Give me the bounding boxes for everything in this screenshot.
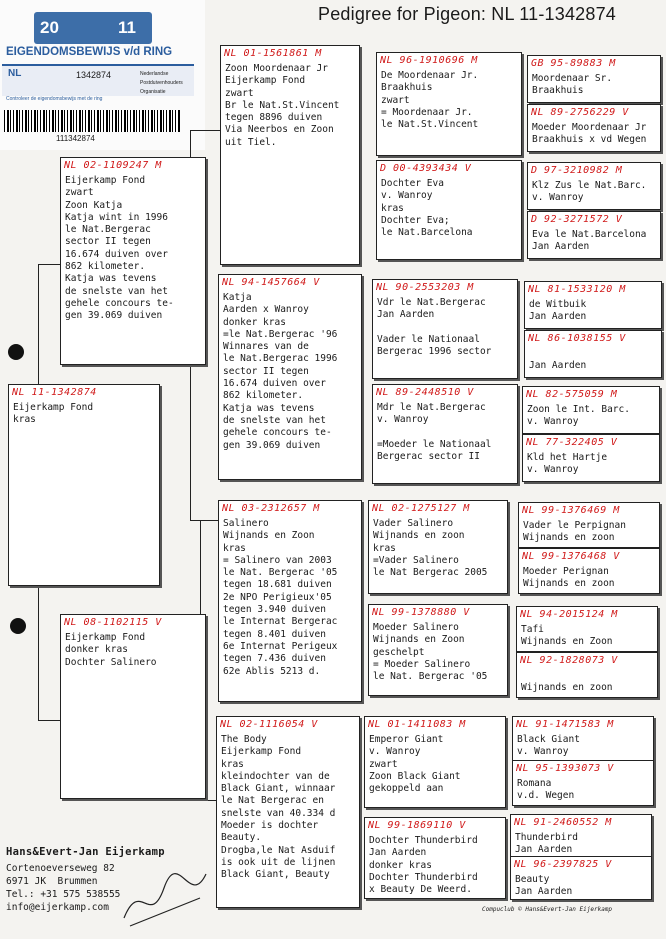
page-title: Pedigree for Pigeon: NL 11-1342874 xyxy=(318,4,617,24)
breeder-address: Cortenoeverseweg 82 6971 JK Brummen Tel.: +31 575 538555 info@eijerkamp.com xyxy=(6,863,121,913)
ring-id: GB 95-89883 M xyxy=(531,58,616,69)
ring-subtitle: Controleer de eigendomsbewijs met de ring xyxy=(6,96,103,102)
ring-id: NL 81-1533120 M xyxy=(528,284,626,295)
pigeon-description: Thunderbird Jan Aarden xyxy=(515,832,578,856)
signature xyxy=(120,868,210,928)
ring-certificate xyxy=(0,0,205,150)
pigeon-card-g14[interactable] xyxy=(512,760,654,806)
pigeon-card-dam-sire[interactable] xyxy=(218,500,362,702)
breeder-name: Hans&Evert-Jan Eijerkamp xyxy=(6,846,165,858)
pigeon-description: Dochter Eva v. Wanroy kras Dochter Eva; le Nat.Barcelona xyxy=(381,178,473,239)
punch-hole xyxy=(8,344,24,360)
pigeon-description: Black Giant v. Wanroy xyxy=(517,734,580,758)
ring-id: NL 99-1376469 M xyxy=(522,505,620,516)
ring-id: NL 96-2397825 V xyxy=(514,859,612,870)
pigeon-card-dam[interactable] xyxy=(60,614,206,799)
pigeon-card-ddd[interactable] xyxy=(364,817,506,899)
ring-id: NL 11-1342874 xyxy=(12,387,97,398)
connector-line xyxy=(38,720,62,721)
ring-id: NL 77-322405 V xyxy=(526,437,618,448)
ring-year-left: 20 xyxy=(40,18,59,37)
ring-id: NL 02-1116054 V xyxy=(220,719,318,730)
pigeon-description: Jan Aarden xyxy=(529,360,587,372)
ring-id: NL 99-1376468 V xyxy=(522,551,620,562)
ring-id: NL 94-1457664 V xyxy=(222,277,320,288)
ring-id: NL 95-1393073 V xyxy=(516,763,614,774)
pigeon-card-dsd[interactable] xyxy=(368,604,508,696)
footer-credit: Compuclub © Hans&Evert-Jan Eijerkamp xyxy=(482,906,613,913)
connector-line xyxy=(38,586,39,720)
ring-id: D 00-4393434 V xyxy=(380,163,472,174)
pigeon-card-g6[interactable] xyxy=(524,330,662,378)
connector-line xyxy=(190,130,220,131)
ring-id: NL 89-2756229 V xyxy=(531,107,629,118)
ring-id: NL 02-1275127 M xyxy=(372,503,470,514)
ring-id: NL 08-1102115 V xyxy=(64,617,162,628)
connector-line xyxy=(38,264,62,265)
pigeon-card-g15[interactable] xyxy=(510,814,652,858)
pigeon-description: Romana v.d. Wegen xyxy=(517,778,575,802)
connector-line xyxy=(38,264,39,384)
pigeon-description: Katja Aarden x Wanroy donker kras =le Nat.Bergerac '96 Winnares van de le Nat.Bergerac 1996 sector II tegen 16.674 duiven over 862 kilometer. Katja was tevens de snelste van het gehele concours te- gen 39.069 duiven xyxy=(223,292,338,451)
pigeon-description: Mdr le Nat.Bergerac v. Wanroy =Moeder le Nationaal Bergerac sector II xyxy=(377,402,492,463)
pigeon-card-dss[interactable] xyxy=(368,500,508,594)
connector-line xyxy=(200,800,216,801)
pigeon-description: Moeder Perignan Wijnands en zoon xyxy=(523,566,615,590)
pigeon-description: Eva le Nat.Barcelona Jan Aarden xyxy=(532,229,647,253)
pigeon-card-g12[interactable] xyxy=(516,652,658,698)
pigeon-card-g9[interactable] xyxy=(518,502,660,548)
pigeon-card-ssd[interactable] xyxy=(376,160,522,260)
pigeon-card-dds[interactable] xyxy=(364,716,506,808)
pigeon-description: Vader Salinero Wijnands en zoon kras =Vader Salinero le Nat Bergerac 2005 xyxy=(373,518,488,579)
ring-number: 1342874 xyxy=(76,70,112,80)
ring-id: NL 02-1109247 M xyxy=(64,160,162,171)
pigeon-card-sdd[interactable] xyxy=(372,384,518,484)
pigeon-description: Vdr le Nat.Bergerac Jan Aarden Vader le Nationaal Bergerac 1996 sector xyxy=(377,297,492,358)
ring-id: NL 82-575059 M xyxy=(526,389,618,400)
barcode-number: 111342874 xyxy=(56,134,95,143)
ring-header: EIGENDOMSBEWIJS v/d RING xyxy=(6,46,173,58)
pigeon-card-sss[interactable] xyxy=(376,52,522,156)
ring-id: NL 90-2553203 M xyxy=(376,282,474,293)
pigeon-description: Zoon Moordenaar Jr Eijerkamp Fond zwart Br le Nat.St.Vincent tegen 8896 duiven Via Neerbos en Zoon uit Tiel. xyxy=(225,63,340,148)
pigeon-description: Moeder Salinero Wijnands en Zoon geschelpt = Moeder Salinero le Nat. Bergerac '05 xyxy=(373,622,488,683)
ring-id: D 97-3210982 M xyxy=(531,165,623,176)
pigeon-description: The Body Eijerkamp Fond kras kleindochter van de Black Giant, winnaar le Nat Bergerac en snelste van 40.334 d Moeder is dochter Beauty. Drogba,le Nat Asduif is ook uit de lijnen Black Giant, Beauty xyxy=(221,734,336,881)
pigeon-card-g13[interactable] xyxy=(512,716,654,762)
ring-id: NL 91-1471583 M xyxy=(516,719,614,730)
pigeon-card-dam-dam[interactable] xyxy=(216,716,360,908)
pigeon-description: Beauty Jan Aarden xyxy=(515,874,573,898)
pigeon-card-sire-sire[interactable] xyxy=(220,45,360,265)
ring-id: NL 99-1378880 V xyxy=(372,607,470,618)
pigeon-description: Eijerkamp Fond kras xyxy=(13,402,94,426)
pigeon-description: Emperor Giant v. Wanroy zwart Zoon Black Giant gekoppeld aan xyxy=(369,734,461,795)
pigeon-card-g16[interactable] xyxy=(510,856,652,900)
ring-id: NL 96-1910696 M xyxy=(380,55,478,66)
pigeon-description: Moeder Moordenaar Jr Braakhuis x vd Wegen xyxy=(532,122,647,146)
pigeon-description: Zoon le Int. Barc. v. Wanroy xyxy=(527,404,630,428)
pigeon-description: de Witbuik Jan Aarden xyxy=(529,299,587,323)
ring-id: NL 99-1869110 V xyxy=(368,820,466,831)
ring-year-right: 11 xyxy=(118,18,136,37)
pigeon-description: Eijerkamp Fond donker kras Dochter Salinero xyxy=(65,632,157,668)
pigeon-card-g3[interactable] xyxy=(527,162,661,210)
pigeon-card-g1[interactable] xyxy=(527,55,661,103)
pigeon-description: Tafi Wijnands en Zoon xyxy=(521,624,613,648)
pigeon-card-g10[interactable] xyxy=(518,548,660,594)
ring-id: NL 92-1828073 V xyxy=(520,655,618,666)
pigeon-description: Klz Zus le Nat.Barc. v. Wanroy xyxy=(532,180,647,204)
ring-year-banner xyxy=(34,12,152,44)
ring-id: NL 89-2448510 V xyxy=(376,387,474,398)
barcode xyxy=(4,110,180,132)
pigeon-description: Wijnands en zoon xyxy=(521,682,613,694)
pigeon-card-g2[interactable] xyxy=(527,104,661,152)
pigeon-description: De Moordenaar Jr. Braakhuis zwart = Moordenaar Jr. le Nat.St.Vincent xyxy=(381,70,479,131)
pigeon-card-sds[interactable] xyxy=(372,279,518,379)
pigeon-description: Vader le Perpignan Wijnands en zoon xyxy=(523,520,626,544)
ring-id: NL 94-2015124 M xyxy=(520,609,618,620)
pigeon-description: Dochter Thunderbird Jan Aarden donker kras Dochter Thunderbird x Beauty De Weerd. xyxy=(369,835,478,896)
ring-organisation: Nederlandse Postduivenhouders Organisatie xyxy=(140,71,183,95)
punch-hole xyxy=(10,618,26,634)
pigeon-card-sire[interactable] xyxy=(60,157,206,365)
ring-country: NL xyxy=(8,68,22,79)
pigeon-card-g7[interactable] xyxy=(522,386,660,434)
pigeon-description: Kld het Hartje v. Wanroy xyxy=(527,452,608,476)
pigeon-description: Eijerkamp Fond zwart Zoon Katja Katja wint in 1996 le Nat.Bergerac sector II tegen 16.674 duiven over 862 kilometer. Katja was tevens de snelste van het gehele concours te- gen 39.069 duiven xyxy=(65,175,174,322)
ring-id: NL 01-1561861 M xyxy=(224,48,322,59)
pigeon-card-subject[interactable] xyxy=(8,384,160,586)
connector-line xyxy=(190,520,220,521)
pigeon-card-g4[interactable] xyxy=(527,211,661,259)
ring-id: NL 03-2312657 M xyxy=(222,503,320,514)
pigeon-card-sire-dam[interactable] xyxy=(218,274,362,480)
pigeon-card-g8[interactable] xyxy=(522,434,660,482)
pigeon-description: Moordenaar Sr. Braakhuis xyxy=(532,73,613,97)
pigeon-card-g5[interactable] xyxy=(524,281,662,329)
ring-id: NL 01-1411083 M xyxy=(368,719,466,730)
ring-id: NL 91-2460552 M xyxy=(514,817,612,828)
ring-id: NL 86-1038155 V xyxy=(528,333,626,344)
pigeon-description: Salinero Wijnands en Zoon kras = Salinero van 2003 le Nat. Bergerac '05 tegen 18.681 duiven 2e NPO Perigieux'05 tegen 3.940 duiven le Internat Bergerac tegen 8.401 duiven 6e Internat Perigeux tegen 7.436 duiven 62e Ablis 5213 d. xyxy=(223,518,338,677)
pigeon-card-g11[interactable] xyxy=(516,606,658,652)
ring-id: D 92-3271572 V xyxy=(531,214,623,225)
